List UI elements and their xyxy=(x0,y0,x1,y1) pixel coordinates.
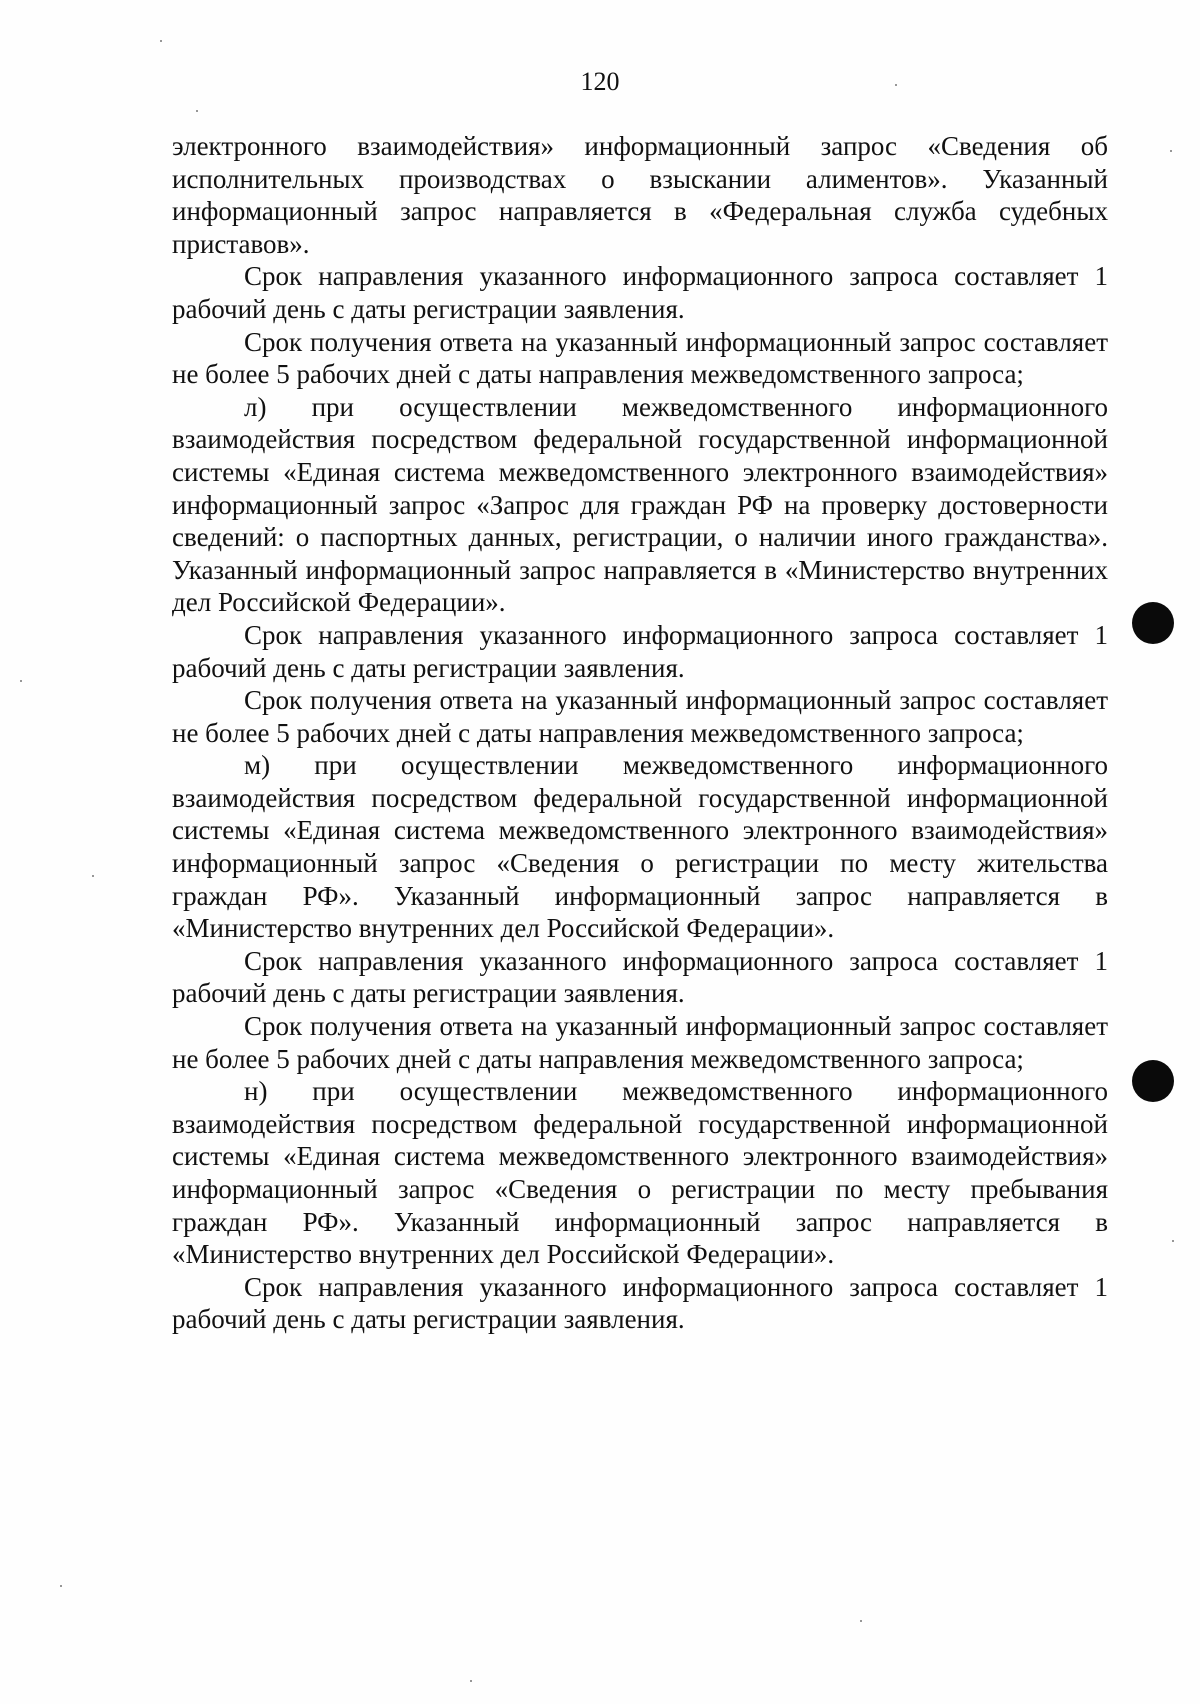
scan-speck xyxy=(860,1620,862,1622)
paragraph-response-deadline: Срок получения ответа на указанный информационный запрос составляет не более 5 рабочих дней с даты направления межведомственного запроса; xyxy=(172,326,1108,390)
scan-speck xyxy=(196,110,198,112)
scan-speck xyxy=(60,1585,62,1587)
scan-speck xyxy=(92,875,94,877)
scan-speck xyxy=(160,40,162,42)
paragraph-continuation: электронного взаимодействия» информационный запрос «Сведения об исполнительных производствах о взыскании алиментов». Указанный информационный запрос направляется в «Федеральная служба судебных приставов». xyxy=(172,131,1108,259)
scan-speck xyxy=(1172,1240,1174,1242)
punch-hole-mark xyxy=(1132,1060,1174,1102)
paragraph-send-deadline: Срок направления указанного информационного запроса составляет 1 рабочий день с даты регистрации заявления. xyxy=(172,619,1108,683)
paragraph-send-deadline: Срок направления указанного информационного запроса составляет 1 рабочий день с даты регистрации заявления. xyxy=(172,945,1108,1009)
paragraph-item-m: м) при осуществлении межведомственного информационного взаимодействия посредством федеральной государственной информационной системы «Единая система межведомственного электронного взаимодействия» информационный запрос «Сведения о регистрации по месту жительства граждан РФ». Указанный информационный запрос направляется в «Министерство внутренних дел Российской Федерации». xyxy=(172,750,1108,944)
paragraph-item-n: н) при осуществлении межведомственного информационного взаимодействия посредством федеральной государственной информационной системы «Единая система межведомственного электронного взаимодействия» информационный запрос «Сведения о регистрации по месту пребывания граждан РФ». Указанный информационный запрос направляется в «Министерство внутренних дел Российской Федерации». xyxy=(172,1076,1108,1270)
paragraph-send-deadline: Срок направления указанного информационного запроса составляет 1 рабочий день с даты регистрации заявления. xyxy=(172,261,1108,324)
page-number: 120 xyxy=(580,67,620,96)
paragraph-response-deadline: Срок получения ответа на указанный информационный запрос составляет не более 5 рабочих дней с даты направления межведомственного запроса; xyxy=(172,685,1108,748)
paragraph-item-l: л) при осуществлении межведомственного информационного взаимодействия посредством федеральной государственной информационной системы «Единая система межведомственного электронного взаимодействия» информационный запрос «Запрос для граждан РФ на проверку достоверности сведений: о паспортных данных, регистрации, о наличии иного гражданства». Указанный информационный запрос направляется в «Министерство внутренних дел Российской Федерации». xyxy=(172,391,1108,618)
scan-speck xyxy=(470,1680,472,1682)
scan-speck xyxy=(20,680,22,682)
paragraph-send-deadline: Срок направления указанного информационного запроса составляет 1 рабочий день с даты регистрации заявления. xyxy=(172,1271,1108,1335)
paragraph-response-deadline: Срок получения ответа на указанный информационный запрос составляет не более 5 рабочих дней с даты направления межведомственного запроса; xyxy=(172,1011,1108,1074)
scan-speck xyxy=(1170,150,1172,152)
scan-speck xyxy=(895,84,897,86)
document-body xyxy=(172,130,1108,1336)
punch-hole-mark xyxy=(1132,602,1174,644)
